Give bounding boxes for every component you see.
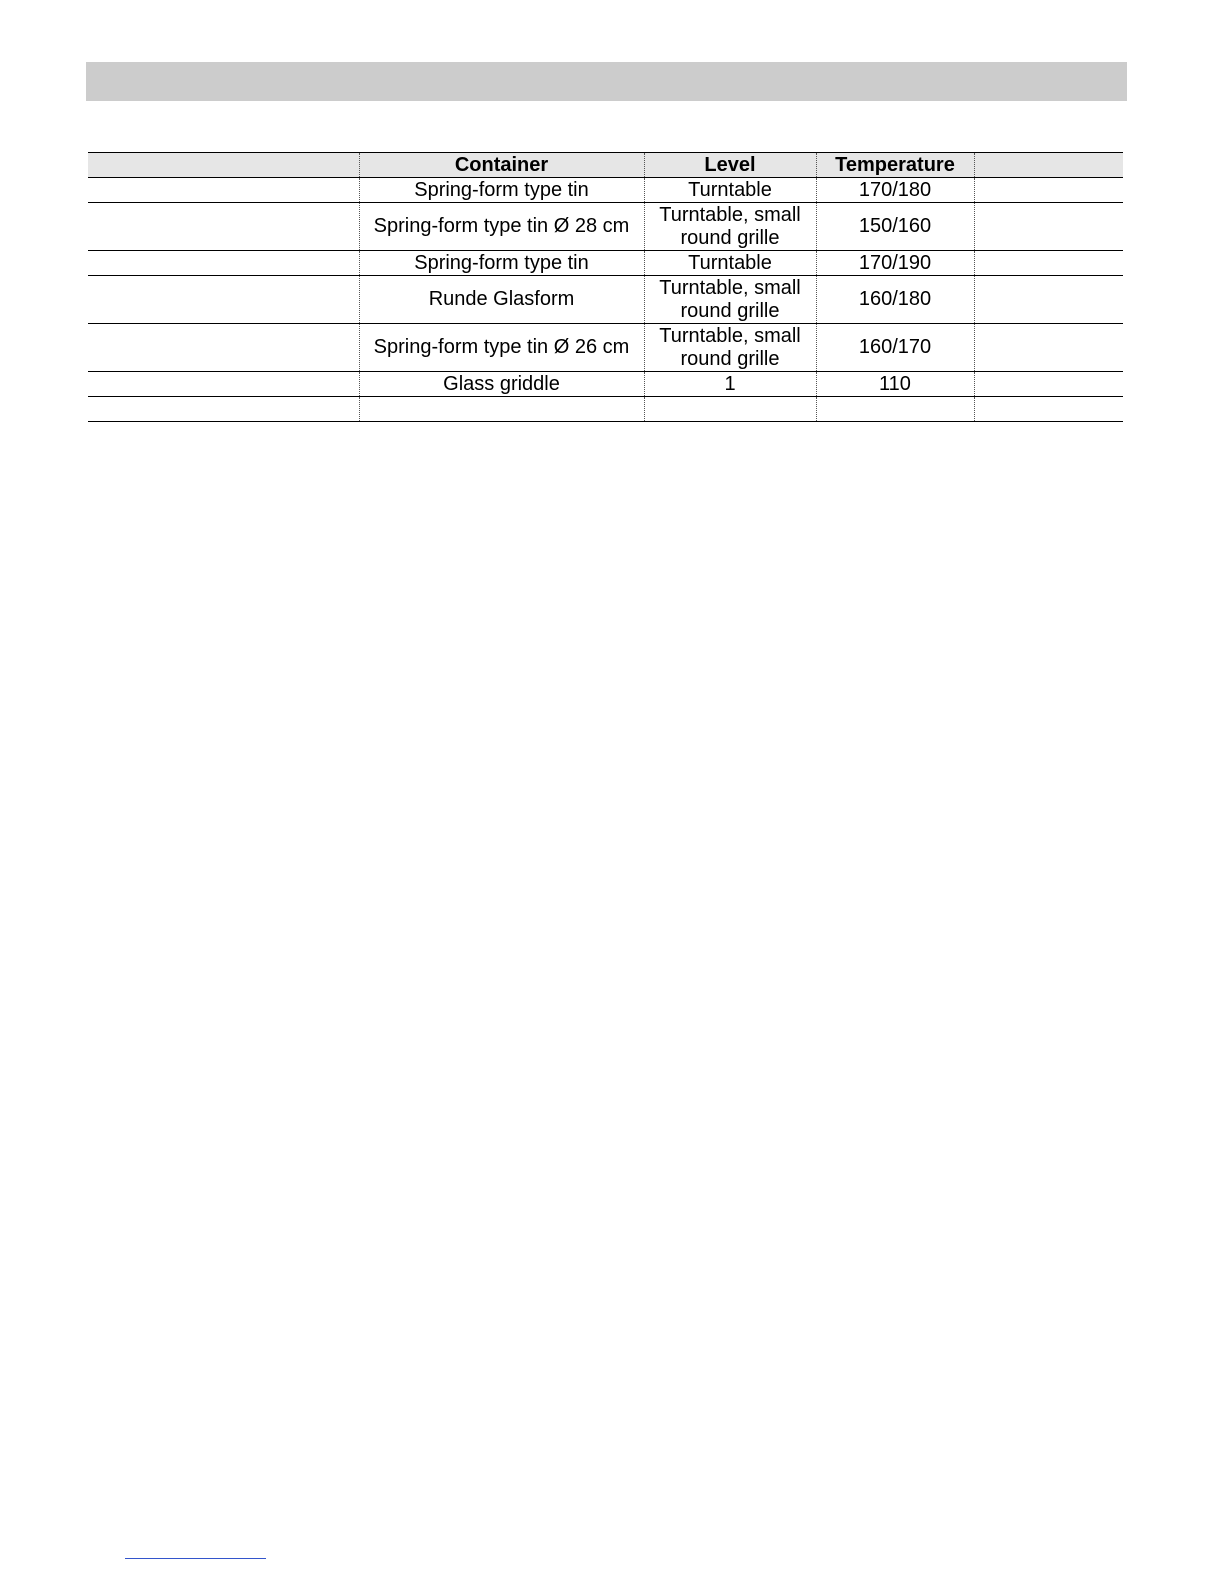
cell-dish (88, 203, 359, 251)
cell-container (359, 397, 644, 422)
cell-time (974, 397, 1123, 422)
header-temperature: Temperature (816, 153, 974, 178)
table-row (88, 178, 1123, 203)
cell-container: Spring-form type tin (359, 178, 644, 203)
footnote-divider (125, 1558, 266, 1559)
cell-level: Turntable, small round grille (644, 324, 816, 372)
baking-table (88, 152, 1123, 422)
cell-time (974, 178, 1123, 203)
table-row (88, 324, 1123, 372)
cell-time (974, 276, 1123, 324)
cell-temperature: 150/160 (816, 203, 974, 251)
section-title-bar (86, 62, 1127, 101)
header-time (974, 153, 1123, 178)
header-level: Level (644, 153, 816, 178)
cell-level (644, 397, 816, 422)
cell-level: 1 (644, 372, 816, 397)
cell-level: Turntable, small round grille (644, 276, 816, 324)
cell-temperature: 170/190 (816, 251, 974, 276)
cell-level: Turntable, small round grille (644, 203, 816, 251)
cell-dish (88, 324, 359, 372)
cell-container: Glass griddle (359, 372, 644, 397)
table-row (88, 251, 1123, 276)
cell-temperature: 160/180 (816, 276, 974, 324)
cell-temperature: 160/170 (816, 324, 974, 372)
cell-level: Turntable (644, 178, 816, 203)
cell-time (974, 324, 1123, 372)
cell-dish (88, 178, 359, 203)
cell-dish (88, 251, 359, 276)
cell-container: Runde Glasform (359, 276, 644, 324)
cell-dish (88, 397, 359, 422)
cell-container: Spring-form type tin Ø 28 cm (359, 203, 644, 251)
cell-temperature: 110 (816, 372, 974, 397)
cell-level: Turntable (644, 251, 816, 276)
cell-temperature (816, 397, 974, 422)
table-row (88, 397, 1123, 422)
cell-temperature: 170/180 (816, 178, 974, 203)
header-container: Container (359, 153, 644, 178)
table-row (88, 203, 1123, 251)
cell-time (974, 251, 1123, 276)
table-row (88, 276, 1123, 324)
cell-time (974, 372, 1123, 397)
header-dish (88, 153, 359, 178)
cell-dish (88, 372, 359, 397)
cell-time (974, 203, 1123, 251)
cell-container: Spring-form type tin (359, 251, 644, 276)
cell-container: Spring-form type tin Ø 26 cm (359, 324, 644, 372)
table-header-row (88, 153, 1123, 178)
cell-dish (88, 276, 359, 324)
table-row (88, 372, 1123, 397)
